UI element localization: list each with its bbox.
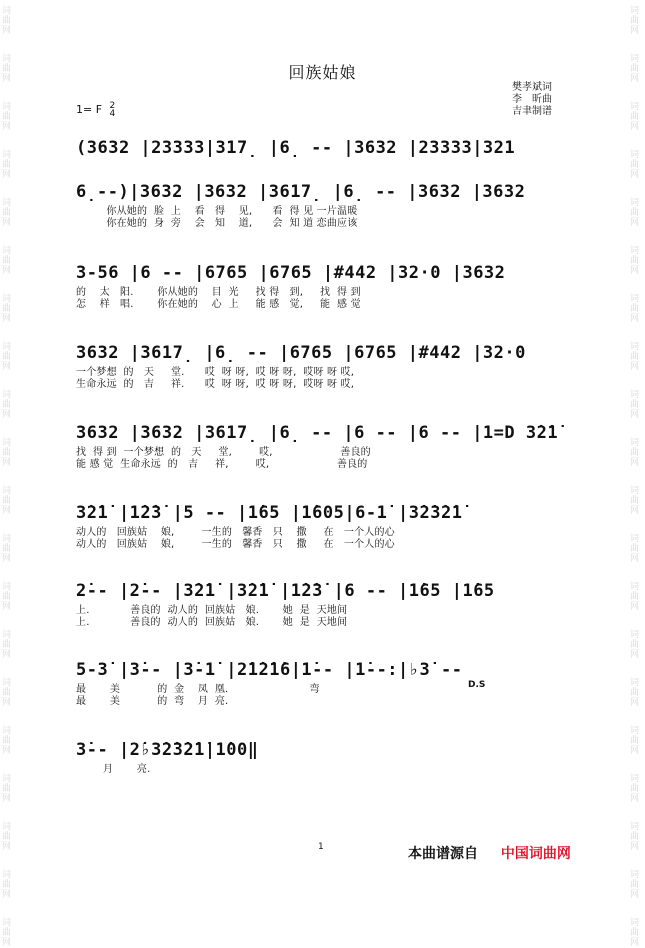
page-number: 1 [318,842,324,852]
lyric-verse-1: 的 太 阳. 你从她的 目 光 找 得 到, 找 得 到 [76,287,361,298]
lyric-verse-1: 找 得 到 一个梦想 的 天 堂, 哎, 善良的 [76,447,371,458]
lyric-verse-1: 月 亮. [76,764,151,775]
time-top: 2 [109,101,116,111]
lyric-verse-1: 一个梦想 的 天 堂. 哎 呀 呀, 哎 呀 呀, 哎呀 呀 哎, [76,367,355,378]
lyric-verse-1: 最 美 的 金 凤 凰. 弯 [76,684,320,695]
lyric-verse-1: 动人的 回族姑 娘, 一生的 馨香 只 撒 在 一个人的心 [76,527,395,538]
lyric-verse-2: 上. 善良的 动人的 回族姑 娘. 她 是 天地间 [76,617,348,628]
source-footer [408,843,571,863]
notes-line: 3-56 |6 -- |6765 |6765 |#442 |32·0 |3632 [76,263,506,283]
notes-line: 2̇-- |2̇-- |3̇2̇1̇ |3̇2̇1̇ |1̇2̇3̇ |6 -- |1̇65 |1̇65 [76,581,495,601]
lyric-verse-2: 生命永远 的 吉 祥. 哎 呀 呀, 哎 呀 呀, 哎呀 呀 哎, [76,379,355,390]
composer: 李 昕曲 [512,94,552,105]
key-label: 1= F [76,103,103,116]
notes-line: 3̇-- |2̇♭3̇2̇3̇2̇1̇|1̇00‖ [76,740,259,760]
score-row-6 [76,503,576,551]
notes-line: 3̇2̇1̇ |1̇2̇3̇ |5 -- |1̇65 |1̇605|6-1̇ |3̇2̇3̇2̇1̇ [76,503,463,523]
footer-prefix: 本曲谱源自 [408,846,478,862]
lyric-verse-2: 动人的 回族姑 娘, 一生的 馨香 只 撒 在 一个人的心 [76,539,395,550]
score-row-2 [76,182,576,230]
lyricist: 樊孝斌词 [512,82,552,93]
notes-line: (3632 |23333|317̣ |6̣ -- |3632 |23333|321 [76,138,516,158]
score-row-3 [76,263,576,311]
ds-mark: D.S [468,680,486,690]
time-signature [110,102,116,118]
lyric-verse-1: 你从她的 脸 上 看 得 见, 看 得 见 一片温暖 [76,206,358,217]
score-row-1 [76,138,576,162]
score-row-9 [76,740,576,776]
key-signature [76,102,115,118]
watermark-column-right: 词曲网 词曲网 词曲网 词曲网 词曲网 词曲网 词曲网 词曲网 词曲网 词曲网 词曲网 词曲网 词曲网 词曲网 词曲网 词曲网 词曲网 词曲网 词曲网 词曲网 [630,6,640,948]
score-row-4 [76,343,576,391]
score-row-5 [76,423,576,471]
lyric-verse-2: 能 感 觉 生命永远 的 吉 祥, 哎, 善良的 [76,459,368,470]
notes-line: 6̣--)|3632 |3632 |3617̣ |6̣ -- |3632 |3632 [76,182,526,202]
lyric-verse-1: 上. 善良的 动人的 回族姑 娘. 她 是 天地间 [76,605,348,616]
score-row-8 [76,660,576,708]
song-title: 回族姑娘 [288,63,357,82]
engraver: 吉聿制谱 [512,106,552,117]
credits-block [512,82,552,118]
lyric-verse-2: 怎 样 唱. 你在她的 心 上 能 感 觉, 能 感 觉 [76,299,361,310]
watermark-column-left: 词曲网 词曲网 词曲网 词曲网 词曲网 词曲网 词曲网 词曲网 词曲网 词曲网 词曲网 词曲网 词曲网 词曲网 词曲网 词曲网 词曲网 词曲网 词曲网 词曲网 [2,6,12,948]
lyric-verse-2: 最 美 的 弯 月 亮. [76,696,229,707]
footer-brand-link[interactable]: 中国词曲网 [500,846,571,862]
lyric-verse-2: 你在她的 身 旁 会 知 道, 会 知 道 恋曲应该 [76,218,358,229]
notes-line: 5-3̇ |3̇-- |3̇-1̇ |2̇1̇2̇1̇6|1̇-- |1̇--:|♭3̇ -- [76,660,463,680]
time-bottom: 4 [109,109,116,119]
notes-line: 3632 |3617̣ |6̣ -- |6765 |6765 |#442 |32·0 [76,343,526,363]
score-row-7 [76,581,576,629]
notes-line: 3632 |3632 |3617̣ |6̣ -- |6 -- |6 -- |1=D 3̇2̇1̇ [76,423,559,443]
